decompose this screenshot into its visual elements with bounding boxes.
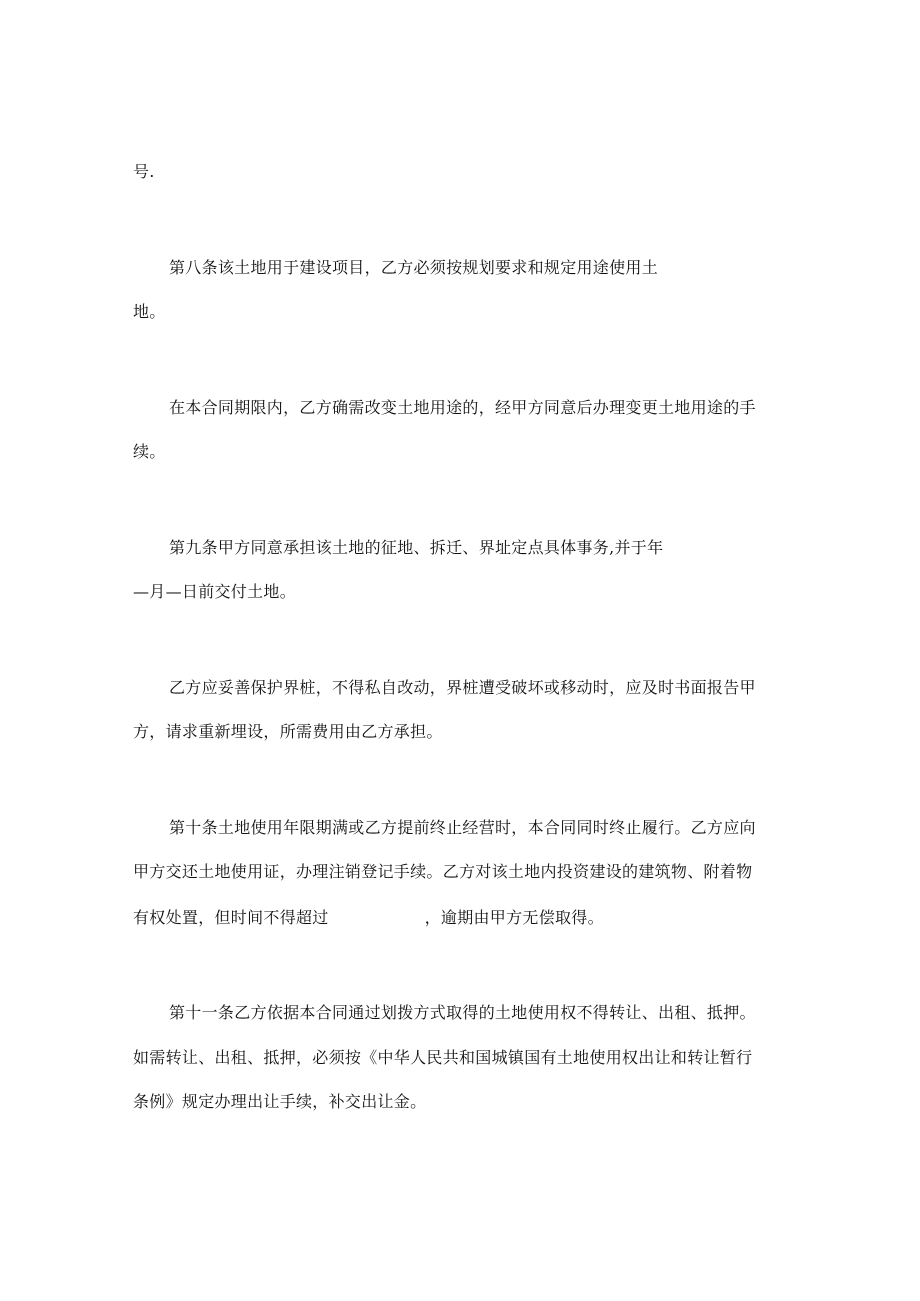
article-10-line-3-after: ，逾期由甲方无偿取得。: [424, 908, 604, 927]
article-10-line-3: [133, 908, 604, 928]
article-11-line-3: 条例》规定办理出让手续，补交出让金。: [133, 1092, 427, 1111]
article-8-para-2-line-2: 续。: [133, 442, 166, 461]
article-8-line-2: 地。: [133, 302, 166, 321]
article-11-line-2: 如需转让、出租、抵押，必须按《中华人民共和国城镇国有土地使用权出让和转让暂行: [133, 1048, 753, 1067]
article-10-line-2: 甲方交还土地使用证，办理注销登记手续。乙方对该土地内投资建设的建筑物、附着物: [133, 862, 753, 881]
article-9-para-2-line-2: 方，请求重新埋设，所需费用由乙方承担。: [133, 722, 443, 741]
article-11-line-1: 第十一条乙方依据本合同通过划拨方式取得的土地使用权不得转让、出租、抵押。: [169, 1003, 756, 1022]
article-8-para-2-line-1: 在本合同期限内，乙方确需改变土地用途的，经甲方同意后办理变更土地用途的手: [169, 398, 756, 417]
article-10-line-3-before: 有权处置，但时间不得超过: [133, 908, 329, 927]
article-9-line-1: 第九条甲方同意承担该土地的征地、拆迁、界址定点具体事务,并于年: [169, 538, 664, 557]
article-9-para-2-line-1: 乙方应妥善保护界桩，不得私自改动，界桩遭受破坏或移动时，应及时书面报告甲: [169, 678, 756, 697]
article-9-line-2: —月—日前交付土地。: [133, 582, 297, 601]
continuation-text: 号.: [133, 162, 155, 181]
article-10-line-1: 第十条土地使用年限期满或乙方提前终止经营时，本合同同时终止履行。乙方应向: [169, 818, 756, 837]
article-8-line-1: 第八条该土地用于建设项目，乙方必须按规划要求和规定用途使用土: [169, 258, 659, 277]
